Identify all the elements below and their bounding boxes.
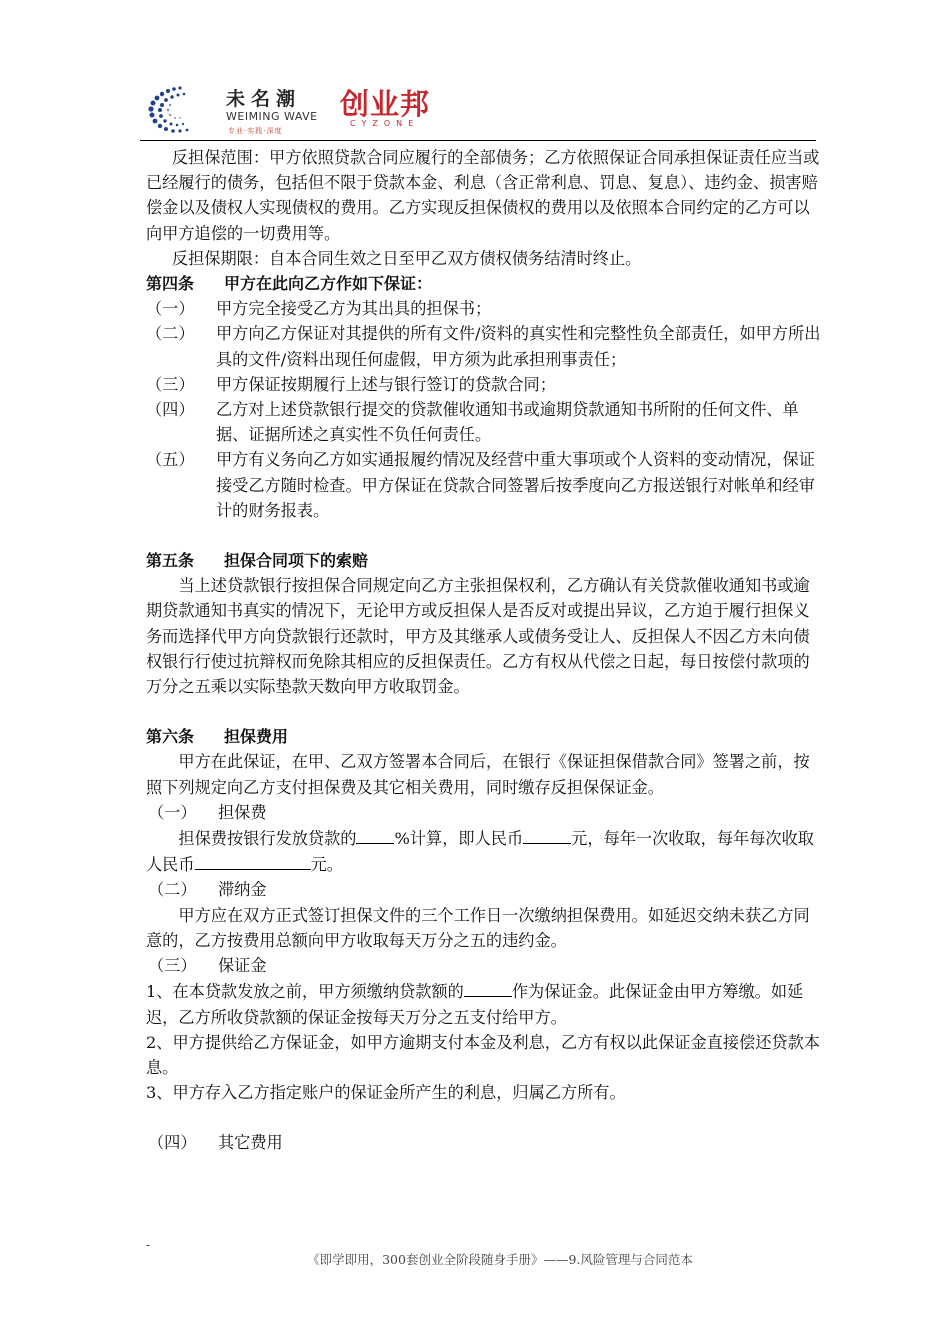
paragraph-fees-intro: 甲方在此保证，在甲、乙双方签署本合同后，在银行《保证担保借款合同》签署之前，按照下列规定向乙方支付担保费及其它相关费用，同时缴存反担保保证金。 bbox=[146, 752, 810, 797]
paragraph-scope: 反担保范围：甲方依照贷款合同应履行的全部债务；乙方依照保证合同承担保证责任应当或已经履行的债务，包括但不限于贷款本金、利息（含正常利息、罚息、复息）、违约金、损害赔偿金以及债权人实现债权的费用。乙方实现反担保债权的费用以及依照本合同约定的乙方可以向甲方追偿的一切费用等。 bbox=[146, 148, 820, 243]
item-number: （一） bbox=[146, 299, 195, 319]
list-item bbox=[146, 447, 822, 523]
article-title: 担保合同项下的索赔 bbox=[224, 551, 369, 571]
article-title: 担保费用 bbox=[224, 727, 289, 747]
section-number: （四） bbox=[148, 1133, 197, 1153]
footer-mark: - bbox=[146, 1238, 151, 1252]
logo-chinese-name: 未名潮 bbox=[226, 88, 302, 110]
paragraph-deposit-2: 2、甲方提供给乙方保证金，如甲方逾期支付本金及利息，乙方有权以此保证金直接偿还贷款本息。 bbox=[146, 1032, 820, 1077]
section-title: 滞纳金 bbox=[218, 880, 267, 900]
article-number: 第四条 bbox=[146, 274, 195, 294]
amount-blank-field[interactable] bbox=[523, 825, 571, 844]
item-number: （四） bbox=[146, 400, 195, 420]
paragraph-claims: 当上述贷款银行按担保合同规定向乙方主张担保权利，乙方确认有关贷款催收通知书或逾期贷款通知书真实的情况下，无论甲方或反担保人是否反对或提出异议，乙方迫于履行担保义务而选择代甲方向贷款银行还款时，甲方及其继承人或债务受让人、反担保人不因乙方未向债权银行行使过抗辩权而免除其相应的反担保责任。乙方有权从代偿之日起，每日按偿付款项的万分之五乘以实际垫款天数向甲方收取罚金。 bbox=[146, 576, 810, 697]
fee-section-heading bbox=[146, 953, 822, 978]
section-number: （三） bbox=[148, 956, 197, 976]
item-text: 乙方对上述贷款银行提交的贷款催收通知书或逾期贷款通知书所附的任何文件、单据、证据所述之真实性不负任何责任。 bbox=[216, 400, 799, 445]
section-title: 保证金 bbox=[218, 956, 267, 976]
fee-section-heading bbox=[146, 877, 822, 902]
logo-slogan: 专业·实践·深度 bbox=[228, 127, 283, 135]
article-6-heading bbox=[146, 724, 822, 749]
item-number: （二） bbox=[146, 324, 195, 344]
item-number: （三） bbox=[146, 374, 195, 394]
fee-section-heading bbox=[146, 1130, 822, 1155]
article-5-heading bbox=[146, 548, 822, 573]
deposit-ratio-blank-field[interactable] bbox=[464, 978, 512, 997]
text-segment: 担保费按银行发放贷款的 bbox=[178, 829, 357, 849]
paragraph-guarantee-fee bbox=[146, 825, 822, 877]
article-title: 甲方在此向乙方作如下保证： bbox=[224, 274, 433, 294]
section-number: （二） bbox=[148, 880, 197, 900]
cyzone-logo-text: 创业邦 bbox=[340, 87, 431, 121]
list-item bbox=[146, 397, 822, 447]
paragraph-deposit-1 bbox=[146, 978, 822, 1029]
cyzone-logo-subtext: CYZONE bbox=[350, 119, 420, 128]
item-number: （五） bbox=[146, 450, 195, 470]
paragraph-deposit-3: 3、甲方存入乙方指定账户的保证金所产生的利息，归属乙方所有。 bbox=[146, 1083, 626, 1103]
article-4-heading bbox=[146, 271, 822, 296]
fee-section-heading bbox=[146, 800, 822, 825]
text-segment: 作为保证金。此保证金由甲方筹缴。如延迟，乙方所收贷款额的保证金按每天万分之五支付给甲方。 bbox=[146, 982, 804, 1027]
section-number: （一） bbox=[148, 802, 197, 822]
document-body bbox=[146, 145, 822, 1156]
item-text: 甲方有义务向乙方如实通报履约情况及经营中重大事项或个人资料的变动情况，保证接受乙方随时检查。甲方保证在贷款合同签署后按季度向乙方报送银行对帐单和经审计的财务报表。 bbox=[216, 450, 815, 520]
weiming-wave-logo-icon bbox=[140, 78, 220, 140]
list-item bbox=[146, 321, 822, 371]
text-segment: 元。 bbox=[310, 855, 343, 875]
article-number: 第六条 bbox=[146, 727, 195, 747]
text-segment: 元，每年一次收取，每年每次收取人民币 bbox=[146, 829, 814, 875]
text-segment: 1、在本贷款发放之前，甲方须缴纳贷款额的 bbox=[146, 982, 464, 1002]
paragraph-late-fee: 甲方应在双方正式签订担保文件的三个工作日一次缴纳担保费用。如延迟交纳未获乙方同意的，乙方按费用总额向甲方收取每天万分之五的违约金。 bbox=[146, 905, 810, 950]
item-text: 甲方完全接受乙方为其出具的担保书； bbox=[216, 299, 492, 319]
section-title: 担保费 bbox=[218, 802, 267, 822]
list-item bbox=[146, 296, 822, 321]
item-text: 甲方向乙方保证对其提供的所有文件/资料的真实性和完整性负全部责任，如甲方所出具的文件/资料出现任何虚假，甲方须为此承担刑事责任； bbox=[216, 324, 821, 369]
article-number: 第五条 bbox=[146, 551, 195, 571]
page-header bbox=[140, 78, 440, 140]
logo-english-name: WEIMING WAVE bbox=[226, 110, 318, 123]
list-item bbox=[146, 372, 822, 397]
percent-blank-field[interactable] bbox=[356, 825, 394, 844]
text-segment: %计算，即人民币 bbox=[394, 829, 524, 849]
header-divider bbox=[140, 140, 816, 141]
section-title: 其它费用 bbox=[218, 1133, 283, 1153]
annual-amount-blank-field[interactable] bbox=[195, 851, 311, 870]
paragraph-period: 反担保期限：自本合同生效之日至甲乙双方债权债务结清时终止。 bbox=[171, 248, 642, 268]
item-text: 甲方保证按期履行上述与银行签订的贷款合同； bbox=[216, 374, 556, 394]
page-footer: 《即学即用，300套创业全阶段随身手册》——9.风险管理与合同范本 bbox=[307, 1252, 693, 1267]
